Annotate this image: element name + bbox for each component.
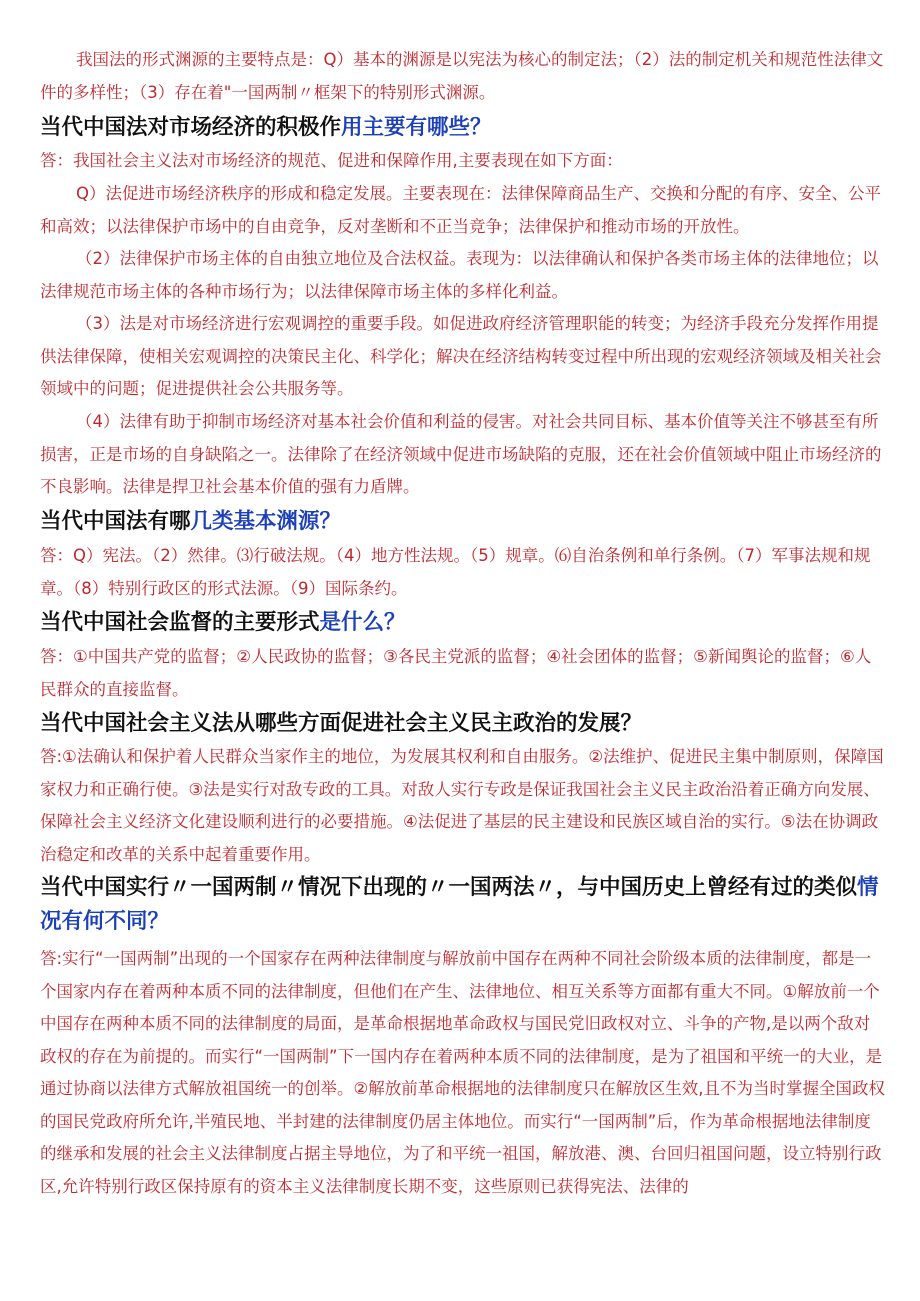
question-text: 当代中国社会监督的主要形式	[40, 610, 320, 635]
question-heading-market-economy	[40, 111, 890, 145]
question-text-highlight: 是什么？	[319, 610, 406, 635]
question-heading-law-sources	[40, 505, 890, 539]
answer-paragraph: 答:①法确认和保护着人民群众当家作主的地位，为发展其权利和自由服务。②法维护、促进民主集中制原则，保障国家权力和正确行使。③法是实行对敌专政的工具。对敌人实行专政是保证我国社会主义民主政治沿着正确方向发展、保障社会主义经济文化建设顺利进行的必要措施。④法促进了基层的民主建设和民族区域自治的实行。⑤法在协调政治稳定和改革的关系中起着重要作用。	[40, 747, 884, 864]
question-text-highlight: 用主要有哪些？	[341, 115, 492, 140]
answer-intro: 答：我国社会主义法对市场经济的规范、促进和保障作用,主要表现在如下方面：	[40, 151, 623, 170]
question-text: 当代中国法对市场经济的积极作	[40, 115, 342, 140]
answer-paragraph: 答：①中国共产党的监督；②人民政协的监督；③各民主党派的监督；④社会团体的监督；⑤新闻舆论的监督；⑥人民群众的直接监督。	[40, 647, 872, 699]
answer-point-4: （4）法律有助于抑制市场经济对基本社会价值和利益的侵害。对社会共同目标、基本价值等关注不够甚至有所损害，正是市场的自身缺陷之一。法律除了在经济领域中促进市场缺陷的克服，还在社会价值领域中阻止市场经济的不良影响。法律是捍卫社会基本价值的强有力盾牌。	[40, 412, 882, 496]
question-heading-democratic-politics	[40, 707, 890, 741]
question-heading-one-country-two-systems	[40, 871, 890, 939]
answer-point-3: （3）法是对市场经济进行宏观调控的重要手段。如促进政府经济管理职能的转变；为经济手段充分发挥作用提供法律保障，使相关宏观调控的决策民主化、科学化；解决在经济结构转变过程中所出现的宏观经济领域及相关社会领域中的问题；促进提供社会公共服务等。	[40, 314, 882, 398]
question-text: 当代中国实行〃一国两制〃情况下出现的〃一国两法〃，与中国历史上曾经有过的类似	[40, 875, 858, 900]
answer-paragraph: 答:实行“一国两制”出现的一个国家存在两种法律制度与解放前中国存在两种不同社会阶级本质的法律制度，都是一个国家内存在着两种本质不同的法律制度，但他们在产生、法律地位、相互关系等方面都有重大不同。①解放前一个中国存在两种本质不同的法律制度的局面，是革命根据地革命政权与国民党旧政权对立、斗争的产物,是以两个敌对政权的存在为前提的。而实行“一国两制”下一国内存在着两种本质不同的法律制度，是为了祖国和平统一的大业，是通过协商以法律方式解放祖国统一的创举。②解放前革命根据地的法律制度只在解放区生效,且不为当时掌握全国政权的国民党政府所允许,半殖民地、半封建的法律制度仍居主体地位。而实行“一国两制”后，作为革命根据地法律制度的继承和发展的社会主义法律制度占据主导地位，为了和平统一祖国，解放港、澳、台回归祖国问题，设立特别行政区,允许特别行政区保持原有的资本主义法律制度长期不变，这些原则已获得宪法、法律的	[40, 949, 886, 1196]
question-heading-social-supervision	[40, 606, 890, 640]
answer-point-1: Q）法促进市场经济秩序的形成和稳定发展。主要表现在：法律保障商品生产、交换和分配的有序、安全、公平和高效；以法律保护市场中的自由竞争，反对垄断和不正当竞争；法律保护和推动市场的开放性。	[40, 184, 881, 236]
answer-point-2: （2）法律保护市场主体的自由独立地位及合法权益。表现为：以法律确认和保护各类市场主体的法律地位；以法律规范市场主体的各种市场行为；以法律保障市场主体的多样化利益。	[40, 249, 879, 301]
answer-paragraph: 答：Q）宪法。（2）然律。⑶行破法规。（4）地方性法规。（5）规章。⑹自治条例和单行条例。（7）军事法规和规章。（8）特别行政区的形式法源。（9）国际条约。	[40, 546, 871, 598]
question-text: 当代中国法有哪	[40, 509, 191, 534]
question-text-highlight: 几类基本渊源？	[190, 509, 342, 534]
question-text-highlight: 情况有何不同？	[40, 875, 879, 934]
intro-paragraph: 我国法的形式渊源的主要特点是：Q）基本的渊源是以宪法为核心的制定法；（2）法的制定机关和规范性法律文件的多样性；（3）存在着"一国两制〃框架下的特别形式渊源。	[40, 50, 884, 102]
question-text: 当代中国社会主义法从哪些方面促进社会主义民主政治的发展？	[40, 711, 643, 736]
